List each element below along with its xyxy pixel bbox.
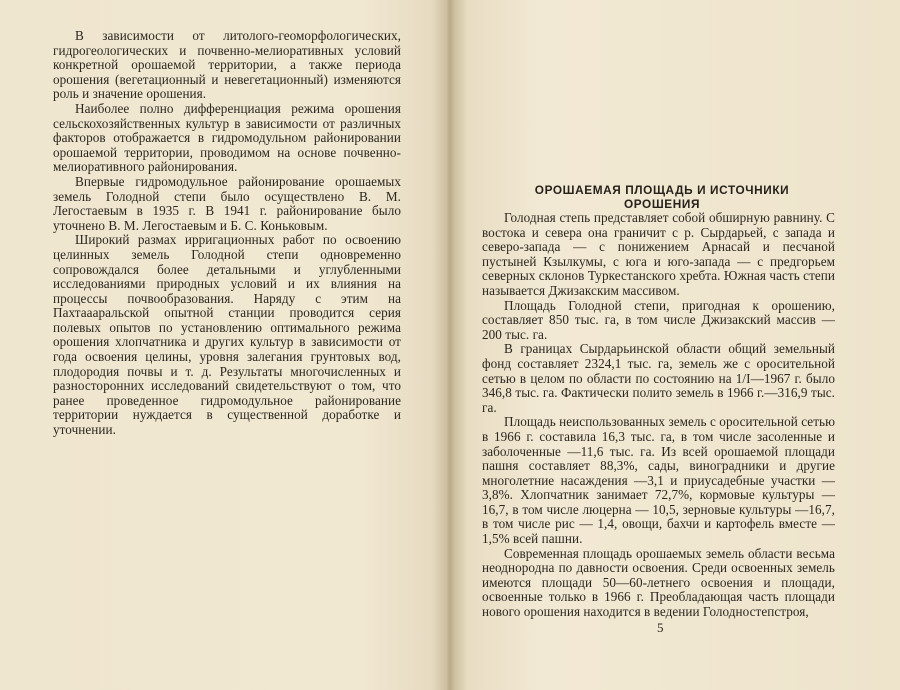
left-page bbox=[0, 0, 445, 690]
left-page-text bbox=[53, 29, 401, 438]
paragraph: Широкий размах ирригационных работ по освоению целинных земель Голодной степи одновременно сопровождался более детальными и углубленными исследованиями природных условий и их влияния на процессы почвообразования. Наряду с этим на Пахтаааральской опытной станции проводится серия полевых опытов по установлению оптимального режима орошения хлопчатника и других культур в зависимости от года освоения целины, уровня залегания грунтовых вод, плодородия почвы и т. д. Результаты многочисленных и разносторонних исследований свидетельствуют о том, что ранее проведенное гидромодульное районирование территории нуждается в существенной доработке и уточнении. bbox=[53, 232, 401, 438]
paragraph: В зависимости от литолого-геоморфологических, гидрогеологических и почвенно-мелиоративных условий конкретной орошаемой территории, а также периода орошения (вегетационный и невегетационный) изменяются роль и значение орошения. bbox=[53, 28, 401, 102]
right-page-text bbox=[482, 211, 835, 620]
paragraph: Площадь Голодной степи, пригодная к орошению, составляет 850 тыс. га, в том числе Джизакский массив — 200 тыс. га. bbox=[482, 297, 835, 342]
right-page bbox=[452, 0, 900, 690]
paragraph: Впервые гидромодульное районирование орошаемых земель Голодной степи было осуществлено В. М. Легостаевым в 1935 г. В 1941 г. районирование было уточнено В. М. Легостаевым и Б. С. Коньковым. bbox=[53, 173, 401, 233]
paragraph: Наиболее полно дифференциация режима орошения сельскохозяйственных культур в зависимости от различных факторов отображается в гидромодульном районировании орошаемой территории, проводимом на основе почвенно-мелиоративного районирования. bbox=[53, 100, 401, 175]
paragraph: Современная площадь орошаемых земель области весьма неоднородна по давности освоения. Среди освоенных земель имеются площади 50—60-летнего освоения и площади, освоенные только в 1966 г. Преобладающая часть площади нового орошения находится в ведении Голодностепстроя, bbox=[482, 545, 835, 620]
page-number: 5 bbox=[657, 620, 664, 635]
paragraph: Голодная степь представляет собой обширную равнину. С востока и севера она граничит с р. Сырдарьей, с запада и северо-запада — с понижением Арнасай и песчаной пустыней Кзылкумы, с юга и юго-запада — с предгорьем северных склонов Туркестанского хребта. Южная часть степи называется Джизакским массивом. bbox=[482, 210, 835, 298]
paragraph: Площадь неиспользованных земель с оросительной сетью в 1966 г. составила 16,3 тыс. га, в том числе засоленные и заболоченные —11,6 тыс. га. Из всей орошаемой площади пашня составляет 88,3%, сады, виноградники и другие многолетние насаждения —3,1 и приусадебные участки — 3,8%. Хлопчатник занимает 72,7%, кормовые культуры —16,7, в том числе люцерна — 10,5, зерновые культуры —16,7, в том числе рис — 1,4, овощи, бахчи и картофель вместе —1,5% всей пашни. bbox=[482, 414, 835, 547]
section-heading: ОРОШАЕМАЯ ПЛОЩАДЬ И ИСТОЧНИКИ ОРОШЕНИЯ bbox=[534, 183, 790, 211]
paragraph: В границах Сырдарьинской области общий земельный фонд составляет 2324,1 тыс. га, земель же с оросительной сетью в целом по области по состоянию на 1/I—1967 г. было 346,8 тыс. га. Фактически полито земель в 1966 г.—316,9 тыс. га. bbox=[482, 341, 835, 415]
